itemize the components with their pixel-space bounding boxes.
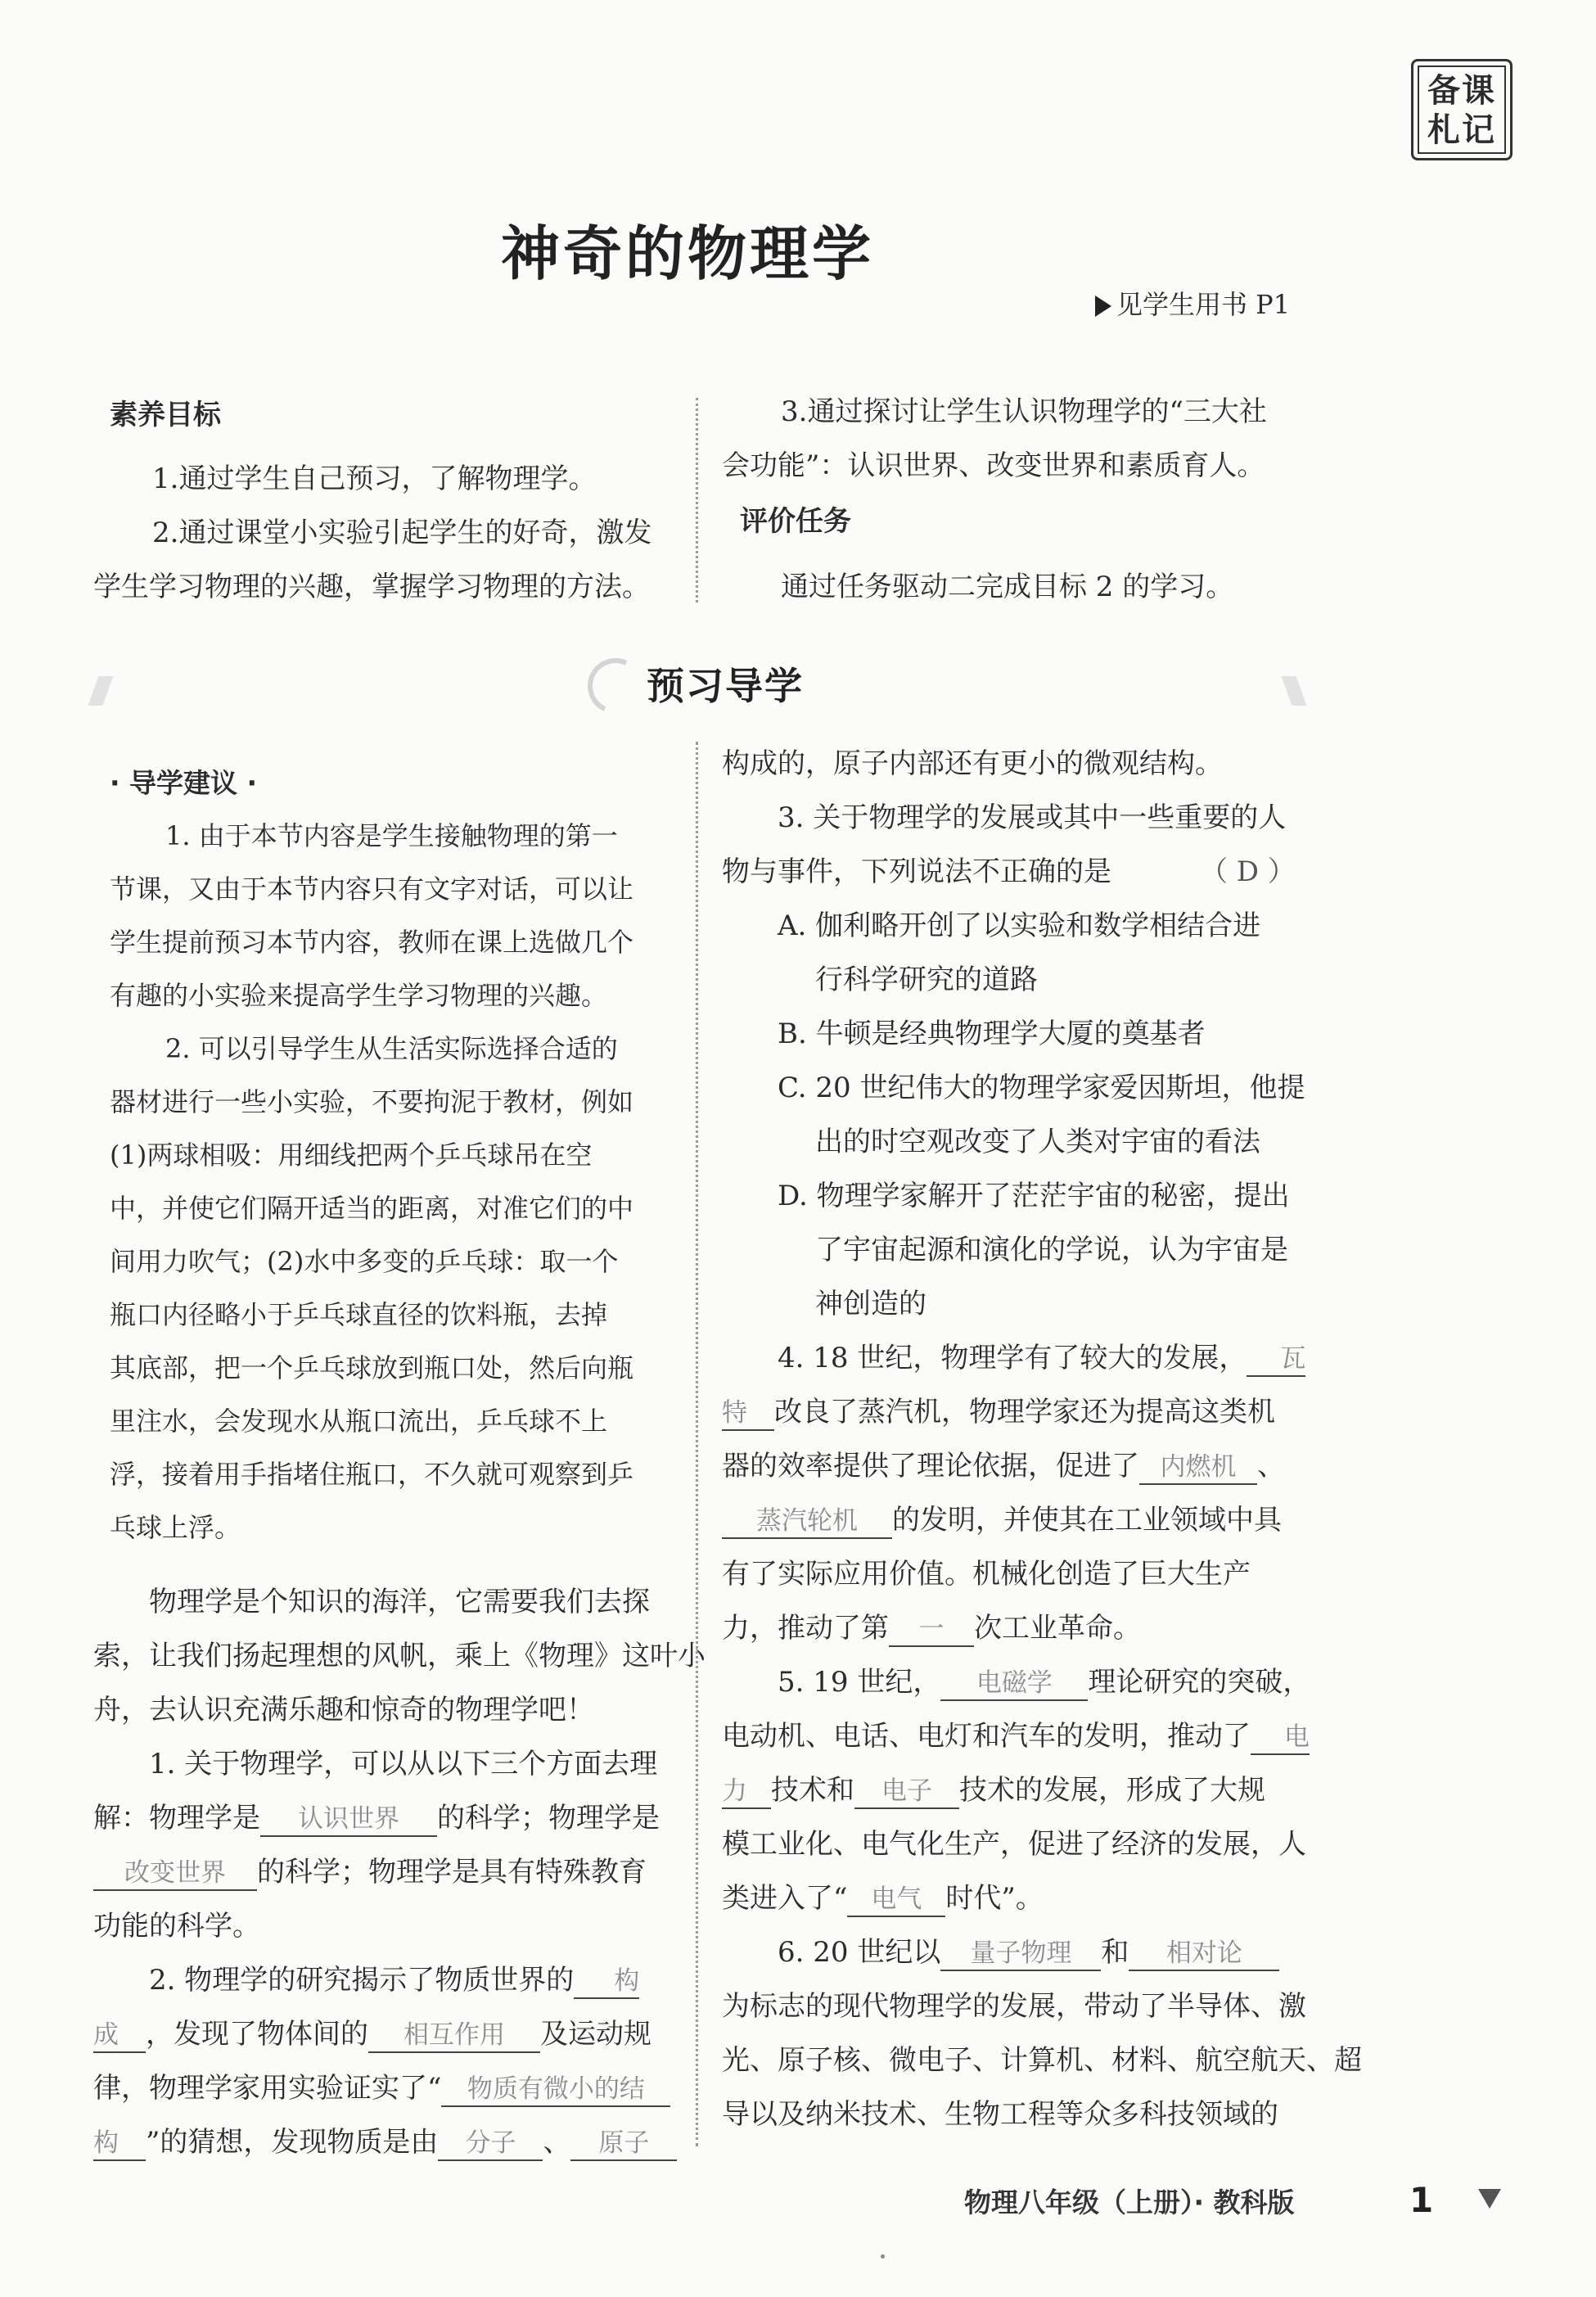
q4-text-h: 次工业革命。 (974, 1612, 1141, 1645)
q6-line-3: 光、原子核、微电子、计算机、材料、航空航天、超 (722, 2044, 1362, 2077)
q4-line-1 (778, 1331, 1305, 1385)
q2-answer-3a[interactable]: 物质有微小的结 (441, 2073, 670, 2107)
q4-line-2 (722, 1385, 1275, 1439)
q2-answer-4[interactable]: 分子 (438, 2127, 543, 2161)
q3-answer[interactable]: （ D ） (1200, 855, 1296, 888)
q3-option-b[interactable]: B. 牛顿是经典物理学大厦的奠基者 (778, 1018, 1206, 1050)
guide-line-4: 有趣的小实验来提高学生学习物理的兴趣。 (110, 980, 608, 1011)
q2-line-2 (93, 2007, 651, 2061)
q6-text-b: 和 (1101, 1936, 1129, 1969)
evaluation-text: 通过任务驱动二完成目标 2 的学习。 (781, 571, 1234, 603)
q2-line-4 (93, 2115, 677, 2169)
q1-line-2 (93, 1791, 660, 1845)
q4-text-g: 力，推动了第 (722, 1612, 889, 1645)
q6-answer-1[interactable]: 量子物理 (940, 1937, 1101, 1971)
q4-answer-3[interactable]: 蒸汽轮机 (722, 1505, 892, 1539)
q5-line-1 (778, 1655, 1310, 1709)
q2-answer-3b[interactable]: 构 (93, 2127, 146, 2161)
q4-text-a: 4. 18 世纪，物理学有了较大的发展， (778, 1342, 1247, 1374)
q2-text-a: 2. 物理学的研究揭示了物质世界的 (149, 1964, 575, 1997)
q4-answer-1a[interactable]: 瓦 (1247, 1343, 1305, 1377)
q5-text-a: 5. 19 世纪， (778, 1666, 941, 1699)
banner-left-slash (88, 676, 113, 706)
q6-answer-2[interactable]: 相对论 (1129, 1937, 1279, 1971)
guide-line-10: 瓶口内径略小于乒乓球直径的饮料瓶，去掉 (110, 1299, 608, 1330)
q3-option-d-1[interactable]: D. 物理学家解开了茫茫宇宙的秘密，提出 (778, 1180, 1290, 1212)
q5-line-2 (722, 1709, 1310, 1763)
q3-stem-1: 3. 关于物理学的发展或其中一些重要的人 (778, 801, 1287, 834)
notes-badge (1411, 59, 1513, 160)
q6-text-a: 6. 20 世纪以 (778, 1936, 941, 1969)
q4-text-d: 、 (1257, 1450, 1285, 1482)
q1-line-1: 1. 关于物理学，可以从以下三个方面去理 (149, 1748, 658, 1780)
q1-text-d: 的科学；物理学是具有特殊教育 (257, 1856, 647, 1889)
q5-text-b: 理论研究的突破， (1088, 1666, 1311, 1699)
q2-answer-1b[interactable]: 成 (93, 2019, 146, 2053)
q2-text-b: ，发现了物体间的 (146, 2018, 368, 2051)
q2-line-1 (149, 1953, 639, 2007)
guide-line-13: 浮，接着用手指堵住瓶口，不久就可观察到乒 (110, 1459, 634, 1490)
q5-line-3 (722, 1763, 1265, 1817)
q2-answer-2[interactable]: 相互作用 (368, 2019, 540, 2053)
q2-text-c: 及运动规 (540, 2018, 651, 2051)
play-triangle-icon (1095, 296, 1111, 317)
goal-2a: 2.通过课堂小实验引起学生的好奇，激发 (152, 517, 652, 549)
badge-line-2: 札记 (1427, 111, 1496, 149)
q3-option-d-2: 了宇宙起源和演化的学说，认为宇宙是 (815, 1234, 1288, 1266)
q3-option-a-1[interactable]: A. 伽利略开创了以实验和数学相结合进 (778, 909, 1261, 942)
q2-line-3 (93, 2061, 670, 2115)
q5-text-d: 技术和 (771, 1774, 854, 1807)
q1-line-4: 功能的科学。 (93, 1910, 260, 1943)
section-title: 预习导学 (647, 664, 804, 708)
guide-line-3: 学生提前预习本节内容，教师在课上选做几个 (110, 927, 634, 958)
q5-text-h: 时代”。 (945, 1882, 1044, 1915)
q4-text-b: 改良了蒸汽机，物理学家还为提高这类机 (774, 1396, 1275, 1428)
reference-text: 见学生用书 P1 (1116, 289, 1291, 320)
goal-1: 1.通过学生自己预习，了解物理学。 (152, 463, 597, 495)
badge-line-1: 备课 (1427, 72, 1496, 110)
guide-line-14: 乓球上浮。 (110, 1512, 241, 1543)
q4-line-4 (722, 1493, 1282, 1547)
footer-corner-arrow-icon (1478, 2189, 1501, 2209)
q2-answer-5[interactable]: 原子 (570, 2127, 677, 2161)
q4-text-e: 的发明，并使其在工业领域中具 (892, 1504, 1282, 1537)
banner-right-slash (1281, 676, 1306, 706)
q1-line-3 (93, 1845, 647, 1899)
q5-text-c: 电动机、电话、电灯和汽车的发明，推动了 (722, 1720, 1251, 1753)
guide-heading: · 导学建议 · (110, 767, 258, 799)
q4-line-6 (722, 1601, 1141, 1655)
q5-answer-1[interactable]: 电磁学 (940, 1667, 1088, 1701)
intro-line-3: 舟，去认识充满乐趣和惊奇的物理学吧！ (93, 1694, 594, 1726)
q5-text-g: 类进入了“ (722, 1882, 848, 1915)
column-divider-main (696, 742, 698, 2146)
page-number: 1 (1409, 2180, 1434, 2220)
q6-line-2: 为标志的现代物理学的发展，带动了半导体、激 (722, 1990, 1306, 2023)
intro-line-1: 物理学是个知识的海洋，它需要我们去探 (149, 1586, 650, 1618)
goals-heading: 素养目标 (110, 399, 221, 431)
guide-line-8: 中，并使它们隔开适当的距离，对准它们的中 (110, 1193, 634, 1224)
q2-text-d: 律，物理学家用实验证实了“ (93, 2072, 442, 2105)
q3-option-c-1[interactable]: C. 20 世纪伟大的物理学家爱因斯坦，他提 (778, 1072, 1305, 1104)
q4-line-3 (722, 1439, 1285, 1493)
q4-answer-4[interactable]: 一 (889, 1613, 974, 1647)
guide-line-7: (1)两球相吸：用细线把两个乒乓球吊在空 (110, 1139, 593, 1171)
evaluation-heading: 评价任务 (740, 505, 851, 538)
guide-line-9: 间用力吹气；(2)水中多变的乒乓球：取一个 (110, 1246, 619, 1277)
q5-line-5 (722, 1871, 1044, 1925)
q5-text-e: 技术的发展，形成了大规 (959, 1774, 1265, 1807)
q4-text-c: 器的效率提供了理论依据，促进了 (722, 1450, 1139, 1482)
q5-answer-2a[interactable]: 电 (1251, 1721, 1310, 1755)
q5-answer-3[interactable]: 电子 (854, 1775, 959, 1809)
q1-answer-1[interactable]: 认识世界 (260, 1803, 437, 1837)
q5-answer-2b[interactable]: 力 (722, 1775, 771, 1809)
q3-option-a-2: 行科学研究的道路 (815, 963, 1038, 996)
footer-dot (881, 2254, 885, 2259)
q3-option-c-2: 出的时空观改变了人类对宇宙的看法 (815, 1126, 1260, 1158)
q6-line-1 (778, 1925, 1279, 1979)
q2-text-e: ”的猜想，发现物质是由 (146, 2126, 439, 2159)
q4-answer-2[interactable]: 内燃机 (1139, 1451, 1257, 1485)
q2-line-5: 构成的，原子内部还有更小的微观结构。 (722, 747, 1223, 780)
q2-answer-1a[interactable]: 构 (574, 1965, 639, 1999)
guide-line-11: 其底部，把一个乒乓球放到瓶口处，然后向瓶 (110, 1352, 634, 1383)
guide-line-2: 节课，又由于本节内容只有文字对话，可以让 (110, 873, 634, 905)
q4-answer-1b[interactable]: 特 (722, 1397, 774, 1431)
q1-answer-2[interactable]: 改变世界 (93, 1857, 257, 1891)
guide-line-1: 1. 由于本节内容是学生接触物理的第一 (165, 820, 618, 851)
footer-book-title: 物理八年级（上册）· 教科版 (964, 2186, 1295, 2218)
q2-text-f: 、 (543, 2126, 571, 2159)
q4-line-5: 有了实际应用价值。机械化创造了巨大生产 (722, 1558, 1251, 1591)
goal-2b: 学生学习物理的兴趣，掌握学习物理的方法。 (93, 571, 650, 603)
q5-line-4: 模工业化、电气化生产，促进了经济的发展，人 (722, 1828, 1306, 1861)
goal-3b: 会功能”：认识世界、改变世界和素质育人。 (722, 449, 1265, 482)
q3-stem-2: 物与事件，下列说法不正确的是 (722, 855, 1111, 888)
q6-line-4: 导以及纳米技术、生物工程等众多科技领域的 (722, 2098, 1278, 2131)
guide-line-12: 里注水，会发现水从瓶口流出，乒乓球不上 (110, 1406, 608, 1437)
intro-line-2: 索，让我们扬起理想的风帆，乘上《物理》这叶小 (93, 1640, 706, 1672)
page-title: 神奇的物理学 (501, 219, 875, 288)
guide-line-6: 器材进行一些小实验，不要拘泥于教材，例如 (110, 1086, 634, 1117)
q3-option-d-3: 神创造的 (815, 1288, 926, 1320)
banner-swirl-icon (579, 650, 651, 721)
guide-line-5: 2. 可以引导学生从生活实际选择合适的 (165, 1033, 618, 1064)
q1-text-b: 解：物理学是 (93, 1802, 260, 1834)
column-divider-top (696, 398, 698, 602)
goal-3a: 3.通过探讨让学生认识物理学的“三大社 (781, 395, 1267, 428)
reference-link[interactable] (1095, 287, 1290, 323)
q5-answer-4[interactable]: 电气 (847, 1883, 945, 1917)
q1-text-c: 的科学；物理学是 (437, 1802, 660, 1834)
